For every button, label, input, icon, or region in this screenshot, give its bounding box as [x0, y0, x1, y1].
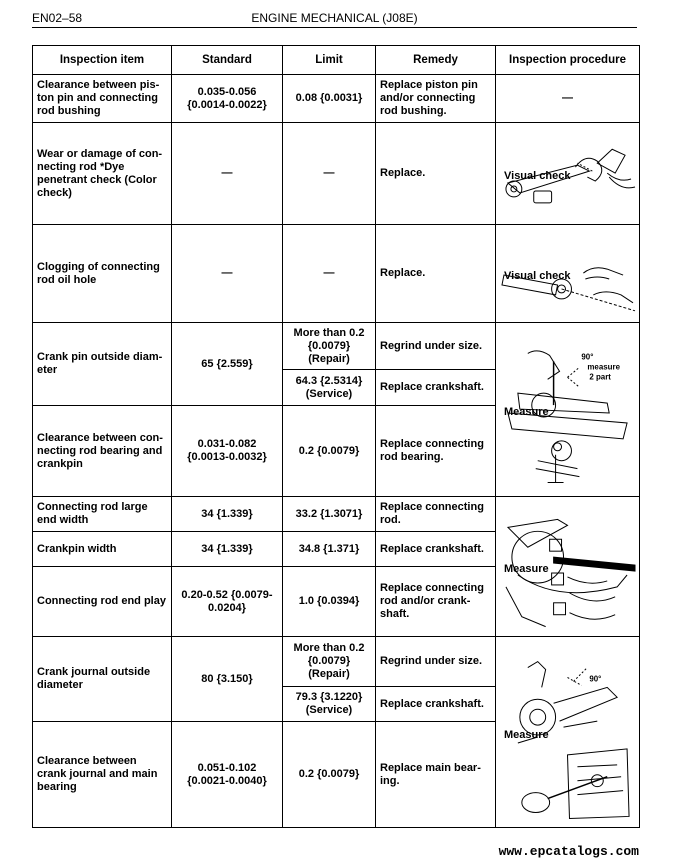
procedure-label: Visual check [504, 170, 571, 182]
remedy: Replace. [376, 225, 496, 323]
page-header [32, 11, 637, 28]
website-footer: www.epcatalogs.com [498, 844, 639, 859]
limit-value: — [283, 123, 376, 225]
crank-journal-measure-illustration [498, 657, 637, 823]
inspection-item: Clearance between con-necting rod bearing and crankpin [33, 406, 172, 497]
limit-value: — [283, 225, 376, 323]
standard-value: — [172, 123, 283, 225]
limit-value: More than 0.2 {0.0079} (Repair) [283, 637, 376, 687]
remedy: Replace crankshaft. [376, 370, 496, 406]
remedy: Replace connecting rod and/or crank-shaft. [376, 567, 496, 637]
remedy: Replace main bear-ing. [376, 722, 496, 828]
table-row [33, 497, 640, 532]
standard-value: 0.20-0.52 {0.0079-0.0204} [172, 567, 283, 637]
table-row [33, 323, 640, 370]
standard-value: 34 {1.339} [172, 532, 283, 567]
standard-value: 65 {2.559} [172, 323, 283, 406]
table-header-row [33, 46, 640, 75]
remedy: Replace connecting rod. [376, 497, 496, 532]
dye-penetrant-check-illustration [498, 143, 637, 223]
inspection-procedure-cell [496, 637, 640, 828]
inspection-item: Crankpin width [33, 532, 172, 567]
remedy: Replace connecting rod bearing. [376, 406, 496, 497]
measure-label: measure [587, 362, 621, 372]
remedy: Replace. [376, 123, 496, 225]
end-play-measure-illustration [498, 517, 637, 633]
inspection-procedure: — [496, 75, 640, 123]
inspection-item: Wear or damage of con-necting rod *Dye penetrant check (Color check) [33, 123, 172, 225]
standard-value: 80 {3.150} [172, 637, 283, 722]
table-row [33, 75, 640, 123]
inspection-item: Clearance between pis-ton pin and connecting rod bushing [33, 75, 172, 123]
limit-value: 1.0 {0.0394} [283, 567, 376, 637]
inspection-procedure-cell [496, 497, 640, 637]
page-title: ENGINE MECHANICAL (J08E) [251, 11, 418, 25]
remedy: Replace crankshaft. [376, 687, 496, 722]
inspection-item: Crank journal outside diameter [33, 637, 172, 722]
limit-value: More than 0.2 {0.0079} (Repair) [283, 323, 376, 370]
table-row [33, 225, 640, 323]
remedy: Regrind under size. [376, 323, 496, 370]
remedy: Replace crankshaft. [376, 532, 496, 567]
remedy: Regrind under size. [376, 637, 496, 687]
procedure-label: Measure [504, 406, 549, 418]
standard-value: 0.035-0.056 {0.0014-0.0022} [172, 75, 283, 123]
limit-value: 33.2 {1.3071} [283, 497, 376, 532]
standard-value: 0.031-0.082 {0.0013-0.0032} [172, 406, 283, 497]
inspection-procedure-cell [496, 323, 640, 497]
oil-hole-check-illustration [498, 245, 637, 319]
standard-value: — [172, 225, 283, 323]
limit-value: 0.08 {0.0031} [283, 75, 376, 123]
procedure-label: Measure [504, 563, 549, 575]
inspection-item: Crank pin outside diam-eter [33, 323, 172, 406]
inspection-procedure-cell [496, 123, 640, 225]
table-row [33, 637, 640, 687]
part-label: 2 part [589, 372, 611, 382]
angle-label: 90° [589, 674, 602, 684]
limit-value: 79.3 {3.1220} (Service) [283, 687, 376, 722]
column-header: Limit [283, 46, 376, 75]
inspection-item: Clearance between crank journal and main bearing [33, 722, 172, 828]
remedy: Replace piston pin and/or connecting rod bushing. [376, 75, 496, 123]
crank-pin-measure-illustration [498, 343, 637, 493]
limit-value: 34.8 {1.371} [283, 532, 376, 567]
procedure-label: Visual check [504, 270, 571, 282]
limit-value: 64.3 {2.5314} (Service) [283, 370, 376, 406]
limit-value: 0.2 {0.0079} [283, 406, 376, 497]
column-header: Remedy [376, 46, 496, 75]
column-header: Standard [172, 46, 283, 75]
standard-value: 0.051-0.102 {0.0021-0.0040} [172, 722, 283, 828]
procedure-label: Measure [504, 728, 549, 741]
limit-value: 0.2 {0.0079} [283, 722, 376, 828]
page-number: EN02–58 [32, 11, 83, 25]
angle-label: 90° [581, 352, 594, 362]
column-header: Inspection item [33, 46, 172, 75]
inspection-item: Connecting rod end play [33, 567, 172, 637]
inspection-table [32, 45, 640, 828]
inspection-item: Connecting rod large end width [33, 497, 172, 532]
table-row [33, 123, 640, 225]
column-header: Inspection procedure [496, 46, 640, 75]
inspection-item: Clogging of connecting rod oil hole [33, 225, 172, 323]
inspection-procedure-cell [496, 225, 640, 323]
standard-value: 34 {1.339} [172, 497, 283, 532]
